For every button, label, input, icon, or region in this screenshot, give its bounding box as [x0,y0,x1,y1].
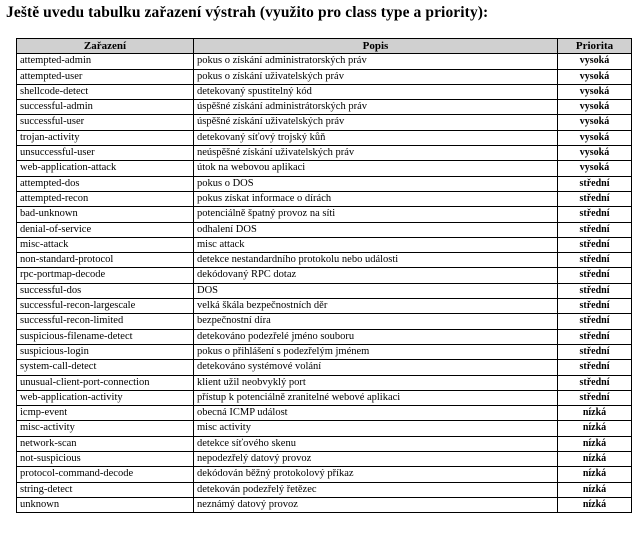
table-row [17,497,632,512]
table-row [17,299,632,314]
classification-table [16,38,632,513]
classification-cell: web-application-attack [17,161,194,176]
classification-cell: shellcode-detect [17,84,194,99]
classification-cell: successful-recon-limited [17,314,194,329]
description-cell: pokus o získání administratorských práv [194,54,558,69]
description-cell: útok na webovou aplikaci [194,161,558,176]
classification-cell: not-suspicious [17,452,194,467]
table-row [17,283,632,298]
table-row [17,360,632,375]
classification-cell: misc-attack [17,237,194,252]
classification-cell: suspicious-filename-detect [17,329,194,344]
classification-cell: web-application-activity [17,390,194,405]
table-row [17,482,632,497]
priority-cell: nízká [558,452,632,467]
header-classification: Zařazení [17,39,194,54]
description-cell: pokus o přihlášení s podezřelým jménem [194,344,558,359]
classification-cell: attempted-dos [17,176,194,191]
priority-cell: střední [558,237,632,252]
description-cell: pokus o DOS [194,176,558,191]
table-row [17,146,632,161]
priority-cell: střední [558,191,632,206]
classification-cell: network-scan [17,436,194,451]
priority-cell: vysoká [558,69,632,84]
priority-cell: střední [558,299,632,314]
classification-cell: trojan-activity [17,130,194,145]
priority-cell: nízká [558,482,632,497]
description-cell: detekce nestandardního protokolu nebo události [194,253,558,268]
priority-cell: vysoká [558,84,632,99]
header-description: Popis [194,39,558,54]
priority-cell: nízká [558,436,632,451]
priority-cell: střední [558,360,632,375]
table-row [17,329,632,344]
table-row [17,237,632,252]
description-cell: dekódovaný RPC dotaz [194,268,558,283]
classification-cell: bad-unknown [17,207,194,222]
classification-cell: attempted-admin [17,54,194,69]
priority-cell: střední [558,222,632,237]
classification-cell: attempted-user [17,69,194,84]
classification-cell: protocol-command-decode [17,467,194,482]
table-row [17,268,632,283]
description-cell: odhalení DOS [194,222,558,237]
priority-cell: nízká [558,467,632,482]
description-cell: pokus o získání uživatelských práv [194,69,558,84]
classification-cell: rpc-portmap-decode [17,268,194,283]
classification-cell: successful-admin [17,100,194,115]
priority-cell: vysoká [558,115,632,130]
priority-cell: vysoká [558,100,632,115]
priority-cell: střední [558,344,632,359]
table-row [17,421,632,436]
classification-cell: successful-user [17,115,194,130]
classification-cell: non-standard-protocol [17,253,194,268]
description-cell: obecná ICMP událost [194,406,558,421]
description-cell: potenciálně špatný provoz na síti [194,207,558,222]
description-cell: dekódován běžný protokolový příkaz [194,467,558,482]
table-row [17,100,632,115]
priority-cell: střední [558,283,632,298]
classification-cell: unsuccessful-user [17,146,194,161]
table-row [17,436,632,451]
classification-cell: unusual-client-port-connection [17,375,194,390]
priority-cell: střední [558,314,632,329]
priority-cell: střední [558,207,632,222]
classification-cell: icmp-event [17,406,194,421]
description-cell: neúspěšné získání uživatelských práv [194,146,558,161]
priority-cell: střední [558,176,632,191]
priority-cell: vysoká [558,130,632,145]
table-row [17,344,632,359]
description-cell: DOS [194,283,558,298]
table-row [17,375,632,390]
classification-cell: string-detect [17,482,194,497]
table-body [17,54,632,513]
description-cell: velká škála bezpečnostních děr [194,299,558,314]
description-cell: detekovaný síťový trojský kůň [194,130,558,145]
classification-cell: misc-activity [17,421,194,436]
classification-cell: suspicious-login [17,344,194,359]
priority-cell: nízká [558,421,632,436]
description-cell: pokus získat informace o dírách [194,191,558,206]
table-row [17,54,632,69]
classification-cell: successful-recon-largescale [17,299,194,314]
priority-cell: nízká [558,406,632,421]
description-cell: misc attack [194,237,558,252]
table-row [17,222,632,237]
table-row [17,253,632,268]
description-cell: misc activity [194,421,558,436]
priority-cell: střední [558,375,632,390]
header-priority: Priorita [558,39,632,54]
priority-cell: střední [558,253,632,268]
description-cell: úspěšné získání administrátorských práv [194,100,558,115]
table-row [17,452,632,467]
priority-cell: vysoká [558,54,632,69]
classification-cell: system-call-detect [17,360,194,375]
classification-cell: unknown [17,497,194,512]
table-row [17,406,632,421]
table-row [17,390,632,405]
table-row [17,314,632,329]
classification-cell: successful-dos [17,283,194,298]
table-row [17,467,632,482]
description-cell: detekovaný spustitelný kód [194,84,558,99]
description-cell: přístup k potenciálně zranitelné webové aplikaci [194,390,558,405]
priority-cell: střední [558,268,632,283]
table-row [17,161,632,176]
priority-cell: vysoká [558,146,632,161]
description-cell: úspěšné získání uživatelských práv [194,115,558,130]
page-heading: Ještě uvedu tabulku zařazení výstrah (využito pro class type a priority): [6,4,489,21]
table-row [17,69,632,84]
classification-cell: denial-of-service [17,222,194,237]
description-cell: nepodezřelý datový provoz [194,452,558,467]
priority-cell: vysoká [558,161,632,176]
description-cell: detekován podezřelý řetězec [194,482,558,497]
description-cell: detekováno podezřelé jméno souboru [194,329,558,344]
table-row [17,84,632,99]
table-row [17,176,632,191]
description-cell: klient užil neobvyklý port [194,375,558,390]
table-row [17,130,632,145]
priority-cell: střední [558,390,632,405]
classification-cell: attempted-recon [17,191,194,206]
description-cell: detekce síťového skenu [194,436,558,451]
description-cell: detekováno systémové volání [194,360,558,375]
table-row [17,207,632,222]
description-cell: neznámý datový provoz [194,497,558,512]
priority-cell: střední [558,329,632,344]
table-row [17,191,632,206]
table-row [17,115,632,130]
table-header-row [17,39,632,54]
priority-cell: nízká [558,497,632,512]
description-cell: bezpečnostní díra [194,314,558,329]
